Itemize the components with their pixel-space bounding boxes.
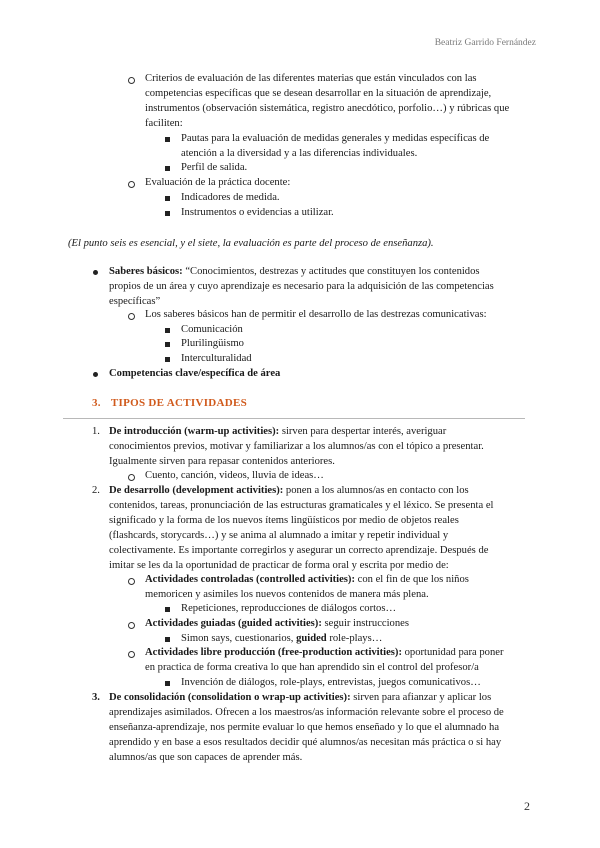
saberes-sub-line: Los saberes básicos han de permitir el desarrollo de las destrezas comunicativas: <box>145 309 487 320</box>
competencias-label: Competencias clave/específica de área <box>109 368 281 379</box>
activity-2-number: 2. <box>92 485 100 496</box>
hollow-circle-bullet-icon <box>128 77 135 84</box>
activity-3-line-5: alumnos/as que son capaces de aprender más. <box>109 752 303 763</box>
hollow-circle-bullet-icon <box>128 313 135 320</box>
saberes-item-comunicacion: Comunicación <box>181 324 243 335</box>
activity-2-rest: ponen a los alumnos/as en contacto con los <box>283 485 469 496</box>
perfil-de-salida: Perfil de salida. <box>181 162 248 173</box>
section-3-heading <box>92 396 247 411</box>
criterios-line-1: Criterios de evaluación de las diferentes materias que están vinculados con las <box>145 73 477 84</box>
controladas-line-2: memoricen y asimiles los nuevos contenidos de manera más plena. <box>145 589 429 600</box>
section-3-title: TIPOS DE ACTIVIDADES <box>110 397 248 409</box>
criterios-line-3: instrumentos (observación sistemática, registro anecdótico, porfolio…) y rúbricas que <box>145 103 510 114</box>
activity-1-line-3: Igualmente sirven para repasar contenidos anteriores. <box>109 456 335 467</box>
activity-3-number: 3. <box>92 692 100 703</box>
saberes-basicos-label: Saberes básicos: <box>109 266 183 277</box>
square-bullet-icon <box>165 166 170 171</box>
pautas-line-2: atención a la diversidad y a las diferencias individuales. <box>181 148 418 159</box>
hollow-circle-bullet-icon <box>128 622 135 629</box>
activity-1-label: De introducción (warm-up activities): <box>109 426 280 437</box>
italic-note: (El punto seis es esencial, y el siete, la evaluación es parte del proceso de enseñanza). <box>68 238 434 249</box>
activity-3-line-3: enseñanza-aprendizaje, nos permite evaluar lo que hemos enseñado y lo que el alumnado ha <box>109 722 500 733</box>
square-bullet-icon <box>165 196 170 201</box>
filled-dot-bullet-icon <box>93 372 98 377</box>
activity-1-line-1 <box>109 424 446 439</box>
activity-2-line-4: (flashcards, storycards…) y se anima al alumnado a imitar y repetir individual y <box>109 530 449 541</box>
activity-2-line-2: contenidos, tareas, pronunciación de las estructuras gramaticales y el léxico. Se presenta el <box>109 500 494 511</box>
controladas-sub: Repeticiones, reproducciones de diálogos cortos… <box>181 603 397 614</box>
saberes-basicos-line-3: específicas” <box>109 296 161 307</box>
saberes-item-interculturalidad: Interculturalidad <box>181 353 252 364</box>
square-bullet-icon <box>165 342 170 347</box>
activity-1-sub: Cuento, canción, videos, lluvia de ideas… <box>145 470 324 481</box>
activity-3-label: De consolidación (consolidation o wrap-up activities): <box>109 692 351 703</box>
guiadas-sub-a: Simon says, cuestionarios, <box>181 633 297 644</box>
activity-2-line-5: colectivamente. Es importante corregirlos y asegurar un correcto aprendizaje. Después de <box>109 545 489 556</box>
controladas-line-1 <box>145 572 469 587</box>
libre-sub: Invención de diálogos, role-plays, entrevistas, juegos comunicativos… <box>181 677 481 688</box>
evaluacion-practica-docente: Evaluación de la práctica docente: <box>145 177 291 188</box>
activity-3-line-2: aprendizajes asimilados. Ofrecen a los maestros/as información relevante sobre el proceso de <box>109 707 504 718</box>
activity-3-rest: sirven para afianzar y aplicar los <box>350 692 492 703</box>
page-header-author: Beatriz Garrido Fernández <box>434 38 536 48</box>
activity-1-line-2: conocimientos previos, motivar y familiarizar a los alumnos/as con el tópico a presentar. <box>109 441 484 452</box>
square-bullet-icon <box>165 637 170 642</box>
hollow-circle-bullet-icon <box>128 474 135 481</box>
square-bullet-icon <box>165 328 170 333</box>
square-bullet-icon <box>165 137 170 142</box>
controladas-rest: con el fin de que los niños <box>355 574 469 585</box>
activity-3-line-4: aprendido y en base a esos resultados decidir qué alumnos/as necesitan más práctica o si hay <box>109 737 502 748</box>
instrumentos-evidencias: Instrumentos o evidencias a utilizar. <box>181 207 334 218</box>
activity-2-line-1 <box>109 483 469 498</box>
indicadores-de-medida: Indicadores de medida. <box>181 192 280 203</box>
hollow-circle-bullet-icon <box>128 578 135 585</box>
libre-line-1 <box>145 645 503 660</box>
square-bullet-icon <box>165 607 170 612</box>
pautas-line-1: Pautas para la evaluación de medidas generales y medidas específicas de <box>181 133 490 144</box>
saberes-text-1: “Conocimientos, destrezas y actitudes que constituyen los contenidos <box>182 266 480 277</box>
guiadas-sub-bold: guided <box>296 633 327 644</box>
activity-1-rest: sirven para despertar interés, averiguar <box>279 426 447 437</box>
square-bullet-icon <box>165 681 170 686</box>
activity-2-line-6: imitar se les da la oportunidad de practicar de forma oral y escrita por medio de: <box>109 560 449 571</box>
square-bullet-icon <box>165 211 170 216</box>
libre-line-2: en practica de forma creativa lo que han aprendido sin el control del profesor/a <box>145 662 479 673</box>
activity-3-line-1 <box>109 690 491 705</box>
section-divider <box>63 418 525 419</box>
activity-2-line-3: significado y la forma de los nuevos ítems lingüísticos por medio de objetos reales <box>109 515 459 526</box>
page-number: 2 <box>524 799 530 813</box>
filled-dot-bullet-icon <box>93 270 98 275</box>
hollow-circle-bullet-icon <box>128 181 135 188</box>
guiadas-sub-b: role-plays… <box>326 633 383 644</box>
square-bullet-icon <box>165 357 170 362</box>
activity-2-label: De desarrollo (development activities): <box>109 485 284 496</box>
hollow-circle-bullet-icon <box>128 651 135 658</box>
criterios-line-4: faciliten: <box>145 118 183 129</box>
saberes-basicos-line-2: propios de un área y cuyo aprendizaje es necesario para la adquisición de las competencias <box>109 281 494 292</box>
saberes-item-plurilinguismo: Plurilingüismo <box>181 338 244 349</box>
criterios-line-2: competencias específicas que se desean desarrollar en la situación de aprendizaje, <box>145 88 492 99</box>
guiadas-label: Actividades guiadas (guided activities): <box>145 618 322 629</box>
section-3-number: 3. <box>92 397 101 409</box>
libre-rest: oportunidad para poner <box>401 647 504 658</box>
guiadas-line-1 <box>145 616 409 631</box>
saberes-basicos-line-1 <box>109 264 480 279</box>
activity-1-number: 1. <box>92 426 100 437</box>
libre-label: Actividades libre producción (free-production activities): <box>145 647 402 658</box>
guiadas-rest: seguir instrucciones <box>321 618 409 629</box>
controladas-label: Actividades controladas (controlled activities): <box>145 574 355 585</box>
competencias-clave <box>109 366 280 381</box>
